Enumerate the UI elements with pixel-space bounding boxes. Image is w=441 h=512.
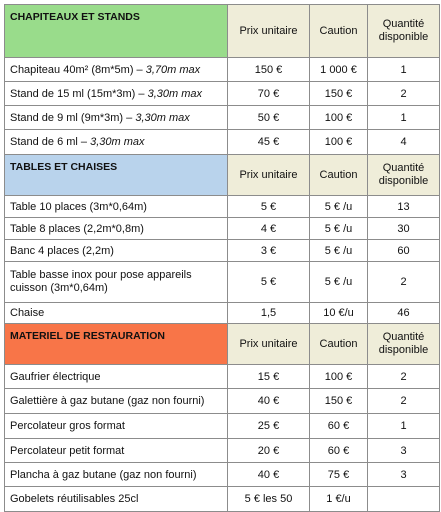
item-quantity: 3 xyxy=(368,439,440,463)
item-name: Banc 4 places (2,2m) xyxy=(5,240,228,262)
item-price: 5 € xyxy=(228,196,310,218)
item-name: Stand de 15 ml (15m*3m) – 3,30m max xyxy=(5,82,228,106)
item-quantity: 60 xyxy=(368,240,440,262)
column-header-caution: Caution xyxy=(310,324,368,365)
item-name: Stand de 6 ml – 3,30m max xyxy=(5,130,228,155)
section-title: CHAPITEAUX ET STANDS xyxy=(5,5,228,58)
item-name: Gobelets réutilisables 25cl xyxy=(5,487,228,512)
section-title: MATERIEL DE RESTAURATION xyxy=(5,324,228,365)
item-quantity: 1 xyxy=(368,106,440,130)
item-quantity: 2 xyxy=(368,262,440,303)
item-caution: 150 € xyxy=(310,389,368,414)
table-row xyxy=(5,303,440,324)
item-quantity: 4 xyxy=(368,130,440,155)
table-row xyxy=(5,487,440,512)
table-row xyxy=(5,196,440,218)
table-row xyxy=(5,106,440,130)
item-caution: 5 € /u xyxy=(310,240,368,262)
table-row xyxy=(5,414,440,439)
item-name: Chapiteau 40m² (8m*5m) – 3,70m max xyxy=(5,58,228,82)
item-caution: 5 € /u xyxy=(310,218,368,240)
item-name: Percolateur petit format xyxy=(5,439,228,463)
item-name: Table basse inox pour pose appareils cuisson (3m*0,64m) xyxy=(5,262,228,303)
item-caution: 60 € xyxy=(310,414,368,439)
item-caution: 100 € xyxy=(310,365,368,389)
table-row xyxy=(5,58,440,82)
item-caution: 100 € xyxy=(310,106,368,130)
item-quantity xyxy=(368,487,440,512)
item-price: 1,5 xyxy=(228,303,310,324)
column-header-quantity: Quantité disponible xyxy=(368,324,440,365)
item-name: Chaise xyxy=(5,303,228,324)
item-price: 15 € xyxy=(228,365,310,389)
section-title: TABLES ET CHAISES xyxy=(5,155,228,196)
item-caution: 5 € /u xyxy=(310,196,368,218)
item-price: 40 € xyxy=(228,389,310,414)
item-caution: 75 € xyxy=(310,463,368,487)
item-height-note: 3,70m max xyxy=(145,63,201,76)
item-caution: 5 € /u xyxy=(310,262,368,303)
item-caution: 1 €/u xyxy=(310,487,368,512)
item-price: 50 € xyxy=(228,106,310,130)
item-name: Plancha à gaz butane (gaz non fourni) xyxy=(5,463,228,487)
column-header-caution: Caution xyxy=(310,155,368,196)
item-price: 4 € xyxy=(228,218,310,240)
item-price: 40 € xyxy=(228,463,310,487)
item-price: 25 € xyxy=(228,414,310,439)
table-row xyxy=(5,262,440,303)
item-caution: 60 € xyxy=(310,439,368,463)
item-caution: 100 € xyxy=(310,130,368,155)
item-caution: 150 € xyxy=(310,82,368,106)
table-row xyxy=(5,82,440,106)
item-caution: 1 000 € xyxy=(310,58,368,82)
item-name: Table 10 places (3m*0,64m) xyxy=(5,196,228,218)
table-row xyxy=(5,240,440,262)
item-name: Gaufrier électrique xyxy=(5,365,228,389)
item-quantity: 13 xyxy=(368,196,440,218)
item-name: Stand de 9 ml (9m*3m) – 3,30m max xyxy=(5,106,228,130)
item-name: Percolateur gros format xyxy=(5,414,228,439)
item-price: 150 € xyxy=(228,58,310,82)
item-name: Table 8 places (2,2m*0,8m) xyxy=(5,218,228,240)
item-price: 20 € xyxy=(228,439,310,463)
item-height-note: 3,30m max xyxy=(135,111,190,124)
item-quantity: 1 xyxy=(368,414,440,439)
item-quantity: 30 xyxy=(368,218,440,240)
item-price: 3 € xyxy=(228,240,310,262)
item-quantity: 1 xyxy=(368,58,440,82)
item-quantity: 46 xyxy=(368,303,440,324)
column-header-price: Prix unitaire xyxy=(228,5,310,58)
table-row xyxy=(5,365,440,389)
item-height-note: 3,30m max xyxy=(90,136,145,148)
section-header-row xyxy=(5,5,440,58)
rental-price-table xyxy=(4,4,440,512)
item-price: 5 € les 50 xyxy=(228,487,310,512)
item-quantity: 2 xyxy=(368,365,440,389)
column-header-price: Prix unitaire xyxy=(228,155,310,196)
item-quantity: 2 xyxy=(368,389,440,414)
item-height-note: 3,30m max xyxy=(147,87,202,100)
table-row xyxy=(5,130,440,155)
table-row xyxy=(5,389,440,414)
table-row xyxy=(5,218,440,240)
item-quantity: 3 xyxy=(368,463,440,487)
item-price: 45 € xyxy=(228,130,310,155)
column-header-caution: Caution xyxy=(310,5,368,58)
column-header-price: Prix unitaire xyxy=(228,324,310,365)
item-caution: 10 €/u xyxy=(310,303,368,324)
section-header-row xyxy=(5,324,440,365)
item-quantity: 2 xyxy=(368,82,440,106)
column-header-quantity: Quantité disponible xyxy=(368,5,440,58)
item-name: Galettière à gaz butane (gaz non fourni) xyxy=(5,389,228,414)
table-row xyxy=(5,439,440,463)
item-price: 70 € xyxy=(228,82,310,106)
section-header-row xyxy=(5,155,440,196)
column-header-quantity: Quantité disponible xyxy=(368,155,440,196)
item-price: 5 € xyxy=(228,262,310,303)
